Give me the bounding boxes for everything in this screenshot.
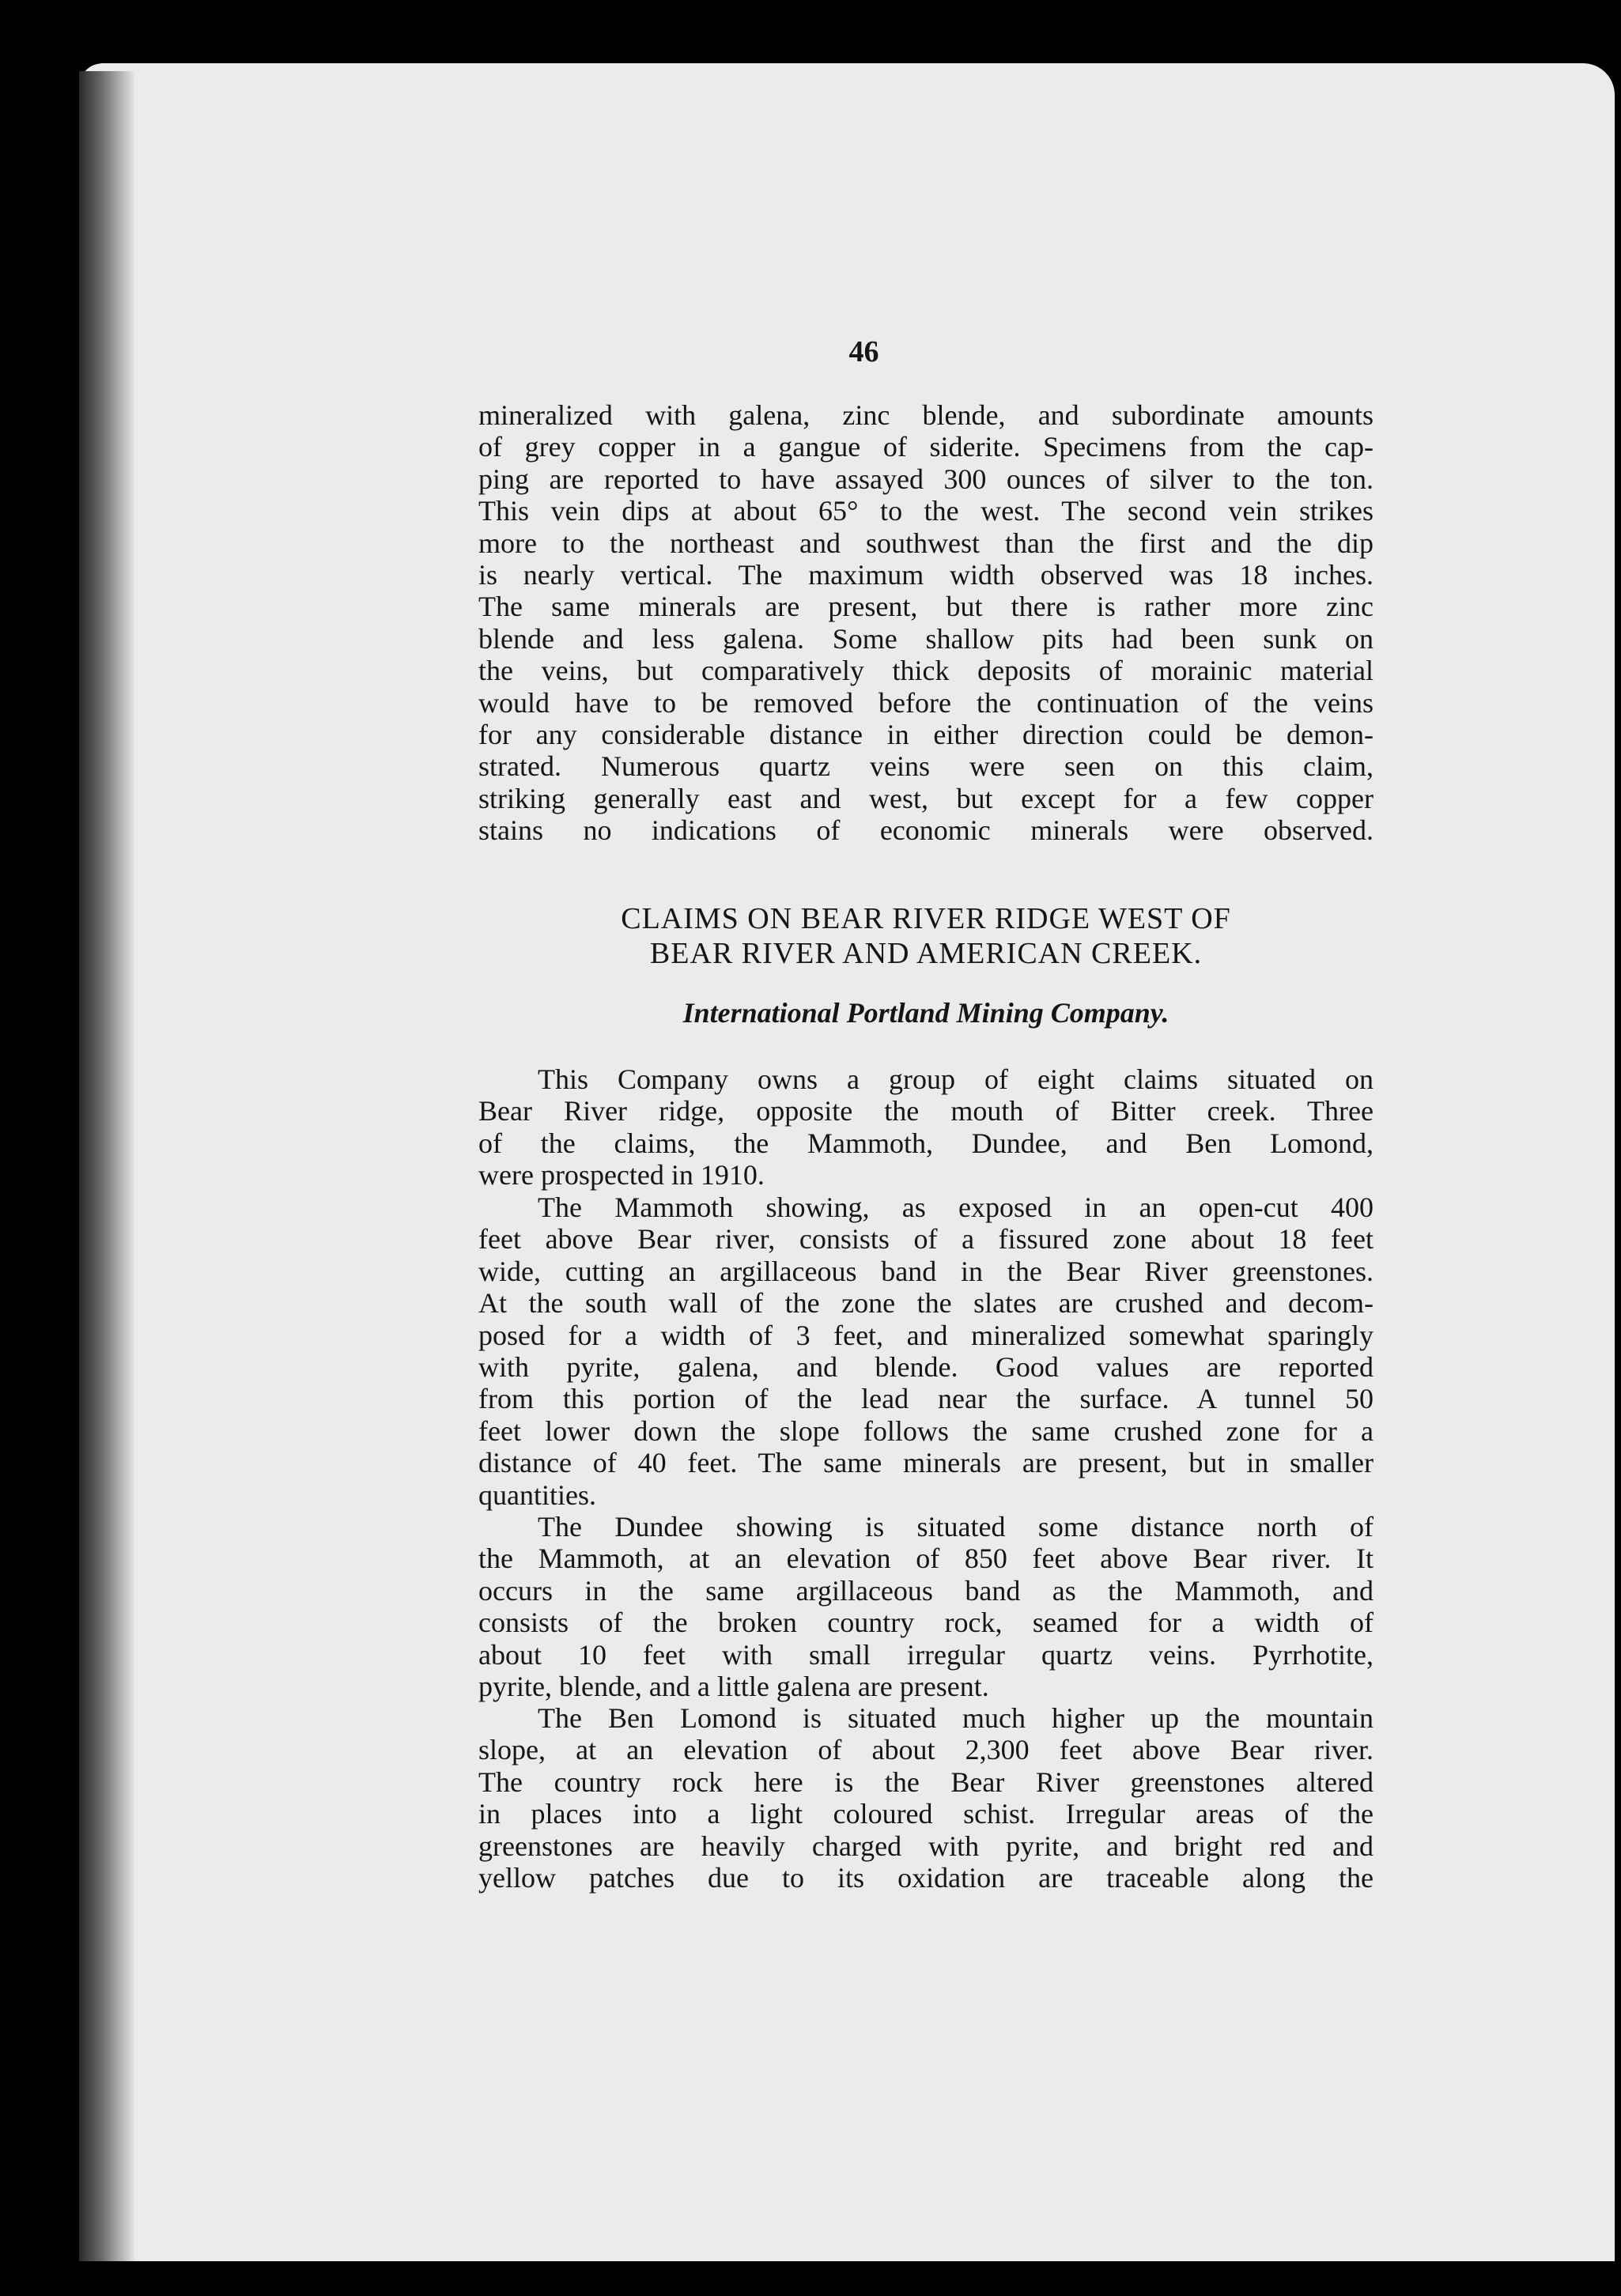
text-line: yellow patches due to its oxidation are traceable along the (478, 1862, 1374, 1894)
paragraph-2 (478, 1063, 1374, 1191)
page-number: 46 (848, 335, 879, 368)
text-line: posed for a width of 3 feet, and mineralized somewhat sparingly (478, 1319, 1374, 1351)
section-heading (478, 901, 1374, 971)
text-line: quantities. (478, 1478, 596, 1511)
text-line: would have to be removed before the continuation of the veins (478, 686, 1374, 719)
text-line: in places into a light coloured schist. Irregular areas of the (478, 1798, 1374, 1830)
company-subheading: International Portland Mining Company. (682, 997, 1169, 1029)
text-line: strated. Numerous quartz veins were seen on this claim, (478, 750, 1374, 783)
text-line: The Dundee showing is situated some distance north of (538, 1511, 1374, 1543)
text-line: striking generally east and west, but except for a few copper (478, 782, 1374, 814)
section-heading-line: BEAR RIVER AND AMERICAN CREEK. (649, 937, 1203, 970)
text-line: with pyrite, galena, and blende. Good values are reported (478, 1351, 1374, 1384)
text-line: feet lower down the slope follows the same crushed zone for a (478, 1414, 1374, 1447)
text-line: The country rock here is the Bear River greenstones altered (478, 1765, 1374, 1798)
text-line: blende and less galena. Some shallow pits had been sunk on (478, 622, 1374, 655)
text-line: The Ben Lomond is situated much higher up the mountain (538, 1702, 1374, 1734)
text-line: the Mammoth, at an elevation of 850 feet above Bear river. It (478, 1543, 1374, 1575)
text-line: the veins, but comparatively thick deposits of morainic material (478, 655, 1374, 687)
paragraph-3 (478, 1191, 1374, 1511)
text-line: This vein dips at about 65° to the west. The second vein strikes (478, 495, 1374, 527)
text-line: greenstones are heavily charged with pyrite, and bright red and (478, 1830, 1374, 1862)
text-line: feet above Bear river, consists of a fissured zone about 18 feet (478, 1223, 1374, 1256)
text-line: This Company owns a group of eight claims situated on (538, 1063, 1374, 1095)
text-line: occurs in the same argillaceous band as the Mammoth, and (478, 1574, 1374, 1607)
text-line: ping are reported to have assayed 300 ounces of silver to the ton. (478, 463, 1374, 495)
text-line: were prospected in 1910. (478, 1159, 765, 1191)
paragraph-4 (478, 1511, 1374, 1702)
text-line: about 10 feet with small irregular quartz veins. Pyrrhotite, (478, 1638, 1374, 1671)
text-line: more to the northeast and southwest than the first and the dip (478, 527, 1374, 559)
text-line: from this portion of the lead near the surface. A tunnel 50 (478, 1383, 1374, 1415)
text-line: slope, at an elevation of about 2,300 feet above Bear river. (478, 1734, 1374, 1766)
text-line: mineralized with galena, zinc blende, and subordinate amounts (478, 399, 1374, 431)
text-line: for any considerable distance in either direction could be demon- (478, 719, 1374, 751)
text-line: The same minerals are present, but there is rather more zinc (478, 591, 1374, 623)
text-line: of grey copper in a gangue of siderite. Specimens from the cap- (478, 431, 1374, 463)
text-line: Bear River ridge, opposite the mouth of Bitter creek. Three (478, 1095, 1374, 1127)
text-line: is nearly vertical. The maximum width observed was 18 inches. (478, 559, 1374, 591)
text-line: stains no indications of economic minerals were observed. (478, 814, 1374, 847)
text-line: At the south wall of the zone the slates are crushed and decom- (478, 1287, 1374, 1320)
section-heading-line: CLAIMS ON BEAR RIVER RIDGE WEST OF (621, 902, 1231, 935)
text-line: consists of the broken country rock, seamed for a width of (478, 1607, 1374, 1639)
text-line: wide, cutting an argillaceous band in the Bear River greenstones. (478, 1255, 1374, 1287)
book-binding-shadow (79, 71, 134, 2261)
paragraph-1 (478, 399, 1374, 847)
text-line: of the claims, the Mammoth, Dundee, and Ben Lomond, (478, 1127, 1374, 1159)
text-line: pyrite, blende, and a little galena are present. (478, 1671, 989, 1703)
text-line: The Mammoth showing, as exposed in an open-cut 400 (538, 1191, 1374, 1223)
text-line: distance of 40 feet. The same minerals are present, but in smaller (478, 1447, 1374, 1479)
paragraph-5 (478, 1702, 1374, 1894)
